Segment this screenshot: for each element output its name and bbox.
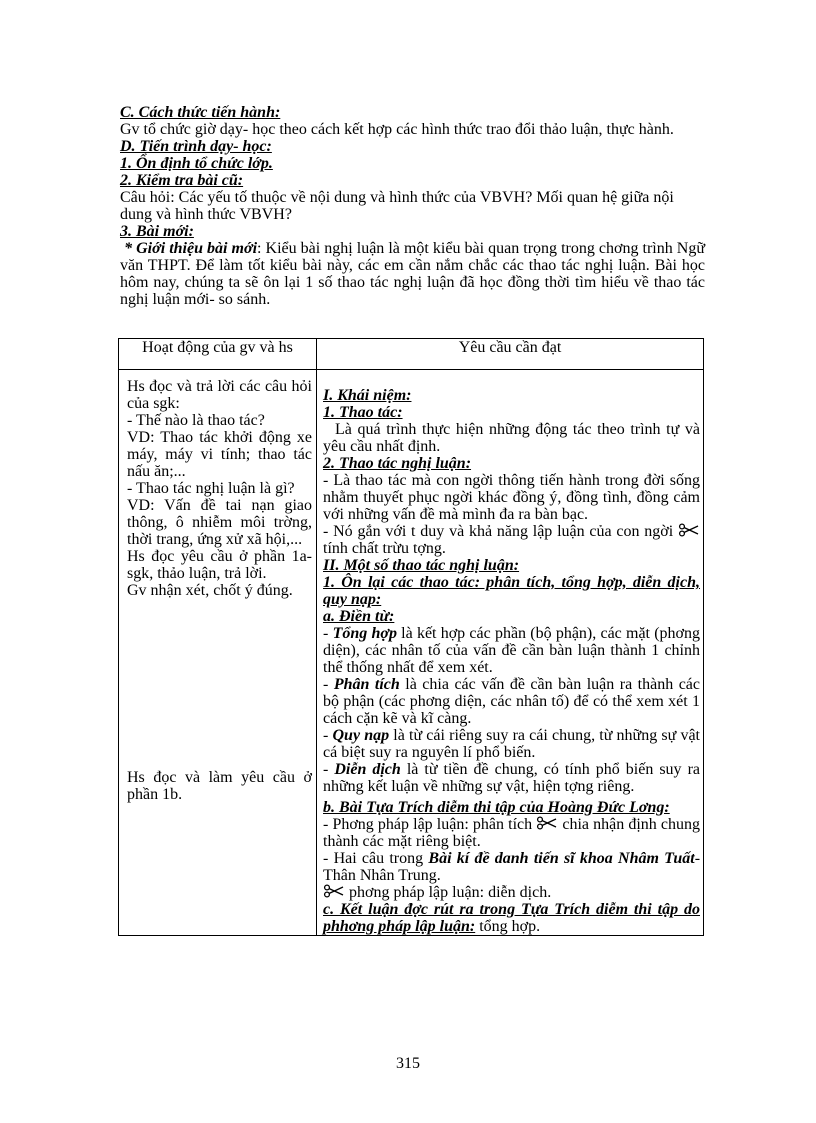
text-thao-tac: Là quá trình thực hiện những động tác theo trình tự và yêu cầu nhất định. [323, 421, 700, 455]
heading-thao-tac-nghi-luan: 2. Thao tác nghị luận: [323, 455, 472, 472]
activity-item: Hs đọc và làm yêu cầu ở phần 1b. [127, 769, 312, 803]
requirements-cell [317, 370, 704, 936]
activities-cell [119, 370, 317, 936]
activity-item: VD: Vấn đề tai nạn giao thông, ô nhiễm môi trờng, thời trang, ứng xử xã hội,... [127, 497, 312, 548]
text-thao-tac-nghi-luan: - Là thao tác mà con ngời thông tiến hành trong đời sống nhằm thuyết phục ngời khác đồng ý, đồng tình, đồng cảm với những vấn đề mà mình đa ra bàn bạc. [323, 472, 700, 523]
step-2-text: Câu hỏi: Các yếu tố thuộc về nội dung và hình thức của VBVH? Mối quan hệ giữa nội dung và hình thức VBVH? [120, 189, 674, 223]
scissors-icon [536, 816, 558, 830]
step-3-intro [120, 240, 705, 308]
intro-text: : Kiểu bài nghị luận là một kiểu bài quan trọng trong chơng trình Ngữ văn THPT. Để làm tốt kiểu bài này, các em cần nắm chắc các thao tác nghị luận. Bài học hôm nay, chúng ta sẽ ôn lại 1 số thao tác nghị luận đã học đồng thời tìm hiểu về thao tác nghị luận mới- so sánh. [120, 240, 706, 308]
activity-item: Hs đọc và trả lời các câu hỏi của sgk: [127, 378, 312, 412]
section-c-text: Gv tổ chức giờ dạy- học theo cách kết hợp các hình thức trao đổi thảo luận, thực hành. [120, 121, 674, 138]
text-tu-duy: - Nó gắn với t duy và khả năng lập luận của con ngời tính chất trừu tợng. [323, 523, 700, 557]
text-phan-tich: - Phơng pháp lập luận: phân tích chia nhận định chung thành các mặt riêng biệt. [323, 816, 701, 850]
col1-header: Hoạt động của gv và hs [119, 339, 317, 370]
def-tong-hop: - Tổng hợp là kết hợp các phần (bộ phận), các mặt (phơng diện), các nhân tố của vấn đề cần bàn luận thành 1 chỉnh thể thống nhất để xem xét. [323, 625, 701, 676]
page-body [120, 104, 705, 308]
text-dien-dich: phơng pháp lập luận: diễn dịch. [323, 884, 700, 901]
text-hai-cau: - Hai câu trong Bài kí đề danh tiến sĩ khoa Nhâm Tuất- Thân Nhân Trung. [323, 850, 701, 884]
def-phan-tich: - Phân tích là chia các vấn đề cần bàn luận ra thành các bộ phận (các phơng diện, các nhân tố) để có thể xem xét 1 cách cặn kẽ và kĩ càng. [323, 676, 700, 727]
heading-bai-tua: b. Bài Tựa Trích diễm thi tập của Hoàng Đức Lơng: [323, 799, 670, 816]
def-dien-dich: - Diễn dịch là từ tiền đề chung, có tính phổ biến suy ra những kết luận về những sự vật, hiện tợng riêng. [323, 761, 700, 795]
scissors-icon [678, 523, 700, 537]
heading-concepts: I. Khái niệm: [323, 387, 412, 404]
text-ket-luan: c. Kết luận đợc rút ra trong Tựa Trích diễm thi tập do phhơng pháp lập luận: tổng hợp. [323, 901, 700, 935]
def-quy-nap: - Quy nạp là từ cái riêng suy ra cái chung, từ những sự vật cá biệt suy ra nguyên lí phổ biến. [323, 727, 701, 761]
heading-dien-tu: a. Điền từ: [323, 608, 395, 625]
heading-thao-tac: 1. Thao tác: [323, 404, 403, 421]
section-d-heading: D. Tiến trình dạy- học: [120, 138, 272, 155]
step-2-heading: 2. Kiểm tra bài cũ: [120, 172, 244, 189]
heading-mot-so-thao-tac: II. Một số thao tác nghị luận: [323, 557, 520, 574]
step-1-heading: 1. Ổn định tổ chức lớp. [120, 155, 273, 172]
lesson-table [118, 338, 704, 936]
intro-label: * Giới thiệu bài mới [124, 240, 258, 257]
activity-item: VD: Thao tác khởi động xe máy, máy vi tính; thao tác nấu ăn;... [127, 429, 312, 480]
activity-item: - Thao tác nghị luận là gì? [127, 480, 295, 497]
scissors-icon [323, 884, 345, 898]
activity-item: - Thế nào là thao tác? [127, 412, 265, 429]
activity-item: Hs đọc yêu cầu ở phần 1a- sgk, thảo luận, trả lời. [127, 548, 312, 582]
heading-on-lai: 1. Ôn lại các thao tác: phân tích, tổng hợp, diễn dịch, quy nạp: [323, 574, 700, 608]
col2-header: Yêu cầu cần đạt [317, 339, 704, 370]
step-3-heading: 3. Bài mới: [120, 223, 194, 240]
section-c-heading: C. Cách thức tiến hành: [120, 104, 281, 121]
activity-item: Gv nhận xét, chốt ý đúng. [127, 582, 293, 599]
page-number: 315 [396, 1055, 420, 1072]
